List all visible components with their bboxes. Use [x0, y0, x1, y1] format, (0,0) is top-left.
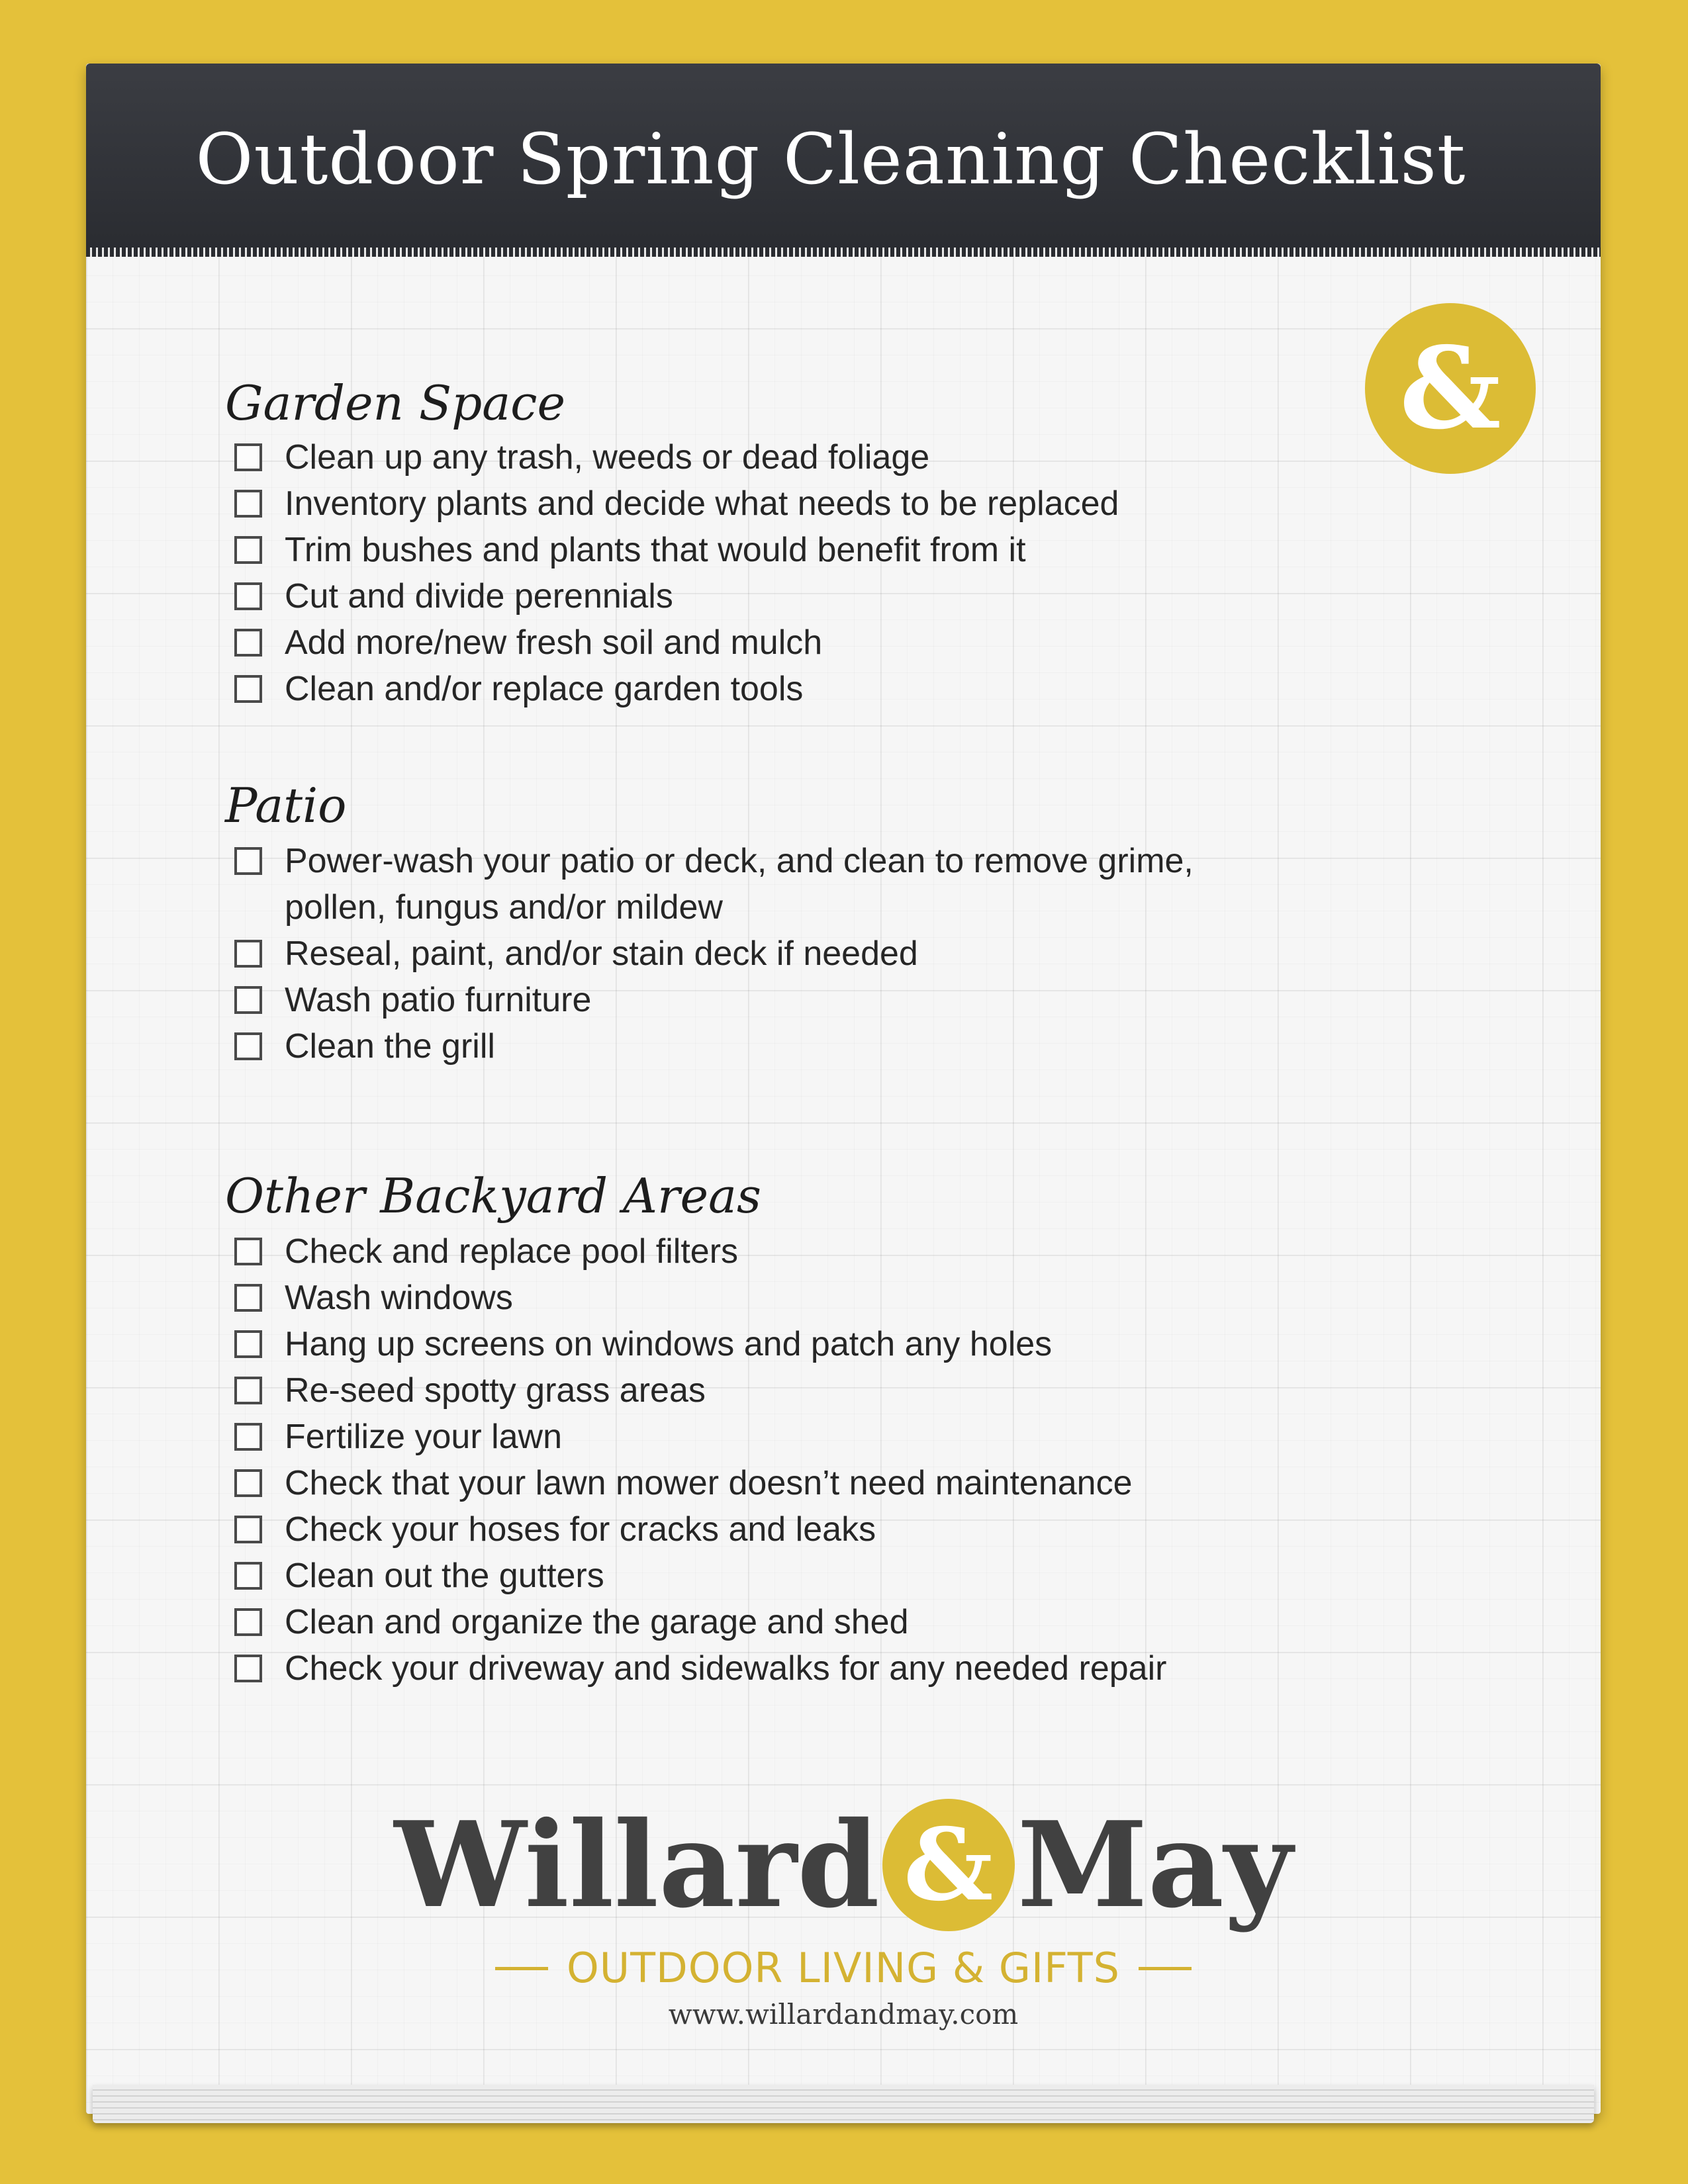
brand-name-left: Willard [394, 1796, 880, 1934]
checkbox[interactable] [234, 536, 262, 564]
checklist-item [234, 434, 929, 480]
checklist-item-label: Clean up any trash, weeds or dead foliage [285, 438, 930, 477]
checklist-item-label: Wash patio furniture [285, 981, 592, 1019]
paper-stack-edges [93, 2085, 1594, 2123]
checklist-item [234, 573, 673, 619]
checklist-item [234, 1321, 1052, 1367]
brand-tagline: OUTDOOR LIVING & GIFTS [566, 1944, 1121, 1992]
checklist-item [234, 1645, 1166, 1692]
section-heading-garden-space: Garden Space [225, 375, 566, 431]
checkbox[interactable] [234, 1284, 262, 1312]
checklist-item [234, 1506, 876, 1553]
checkbox[interactable] [234, 1516, 262, 1543]
checkbox[interactable] [234, 1655, 262, 1682]
checkbox[interactable] [234, 1423, 262, 1451]
checkbox[interactable] [234, 1330, 262, 1358]
page-title: Outdoor Spring Cleaning Checklist [195, 118, 1466, 200]
checklist-item-label: Power-wash your patio or deck, and clean to remove grime, [285, 842, 1194, 880]
brand-ampersand-icon: & [882, 1799, 1015, 1931]
checkbox[interactable] [234, 490, 262, 518]
checklist-item-label: Check that your lawn mower doesn’t need maintenance [285, 1464, 1133, 1502]
checklist-item [234, 1599, 909, 1645]
checklist-item-label: Add more/new fresh soil and mulch [285, 623, 823, 662]
checklist-item-label: Fertilize your lawn [285, 1418, 563, 1456]
checklist-item-label: Clean out the gutters [285, 1557, 604, 1595]
checkbox[interactable] [234, 1562, 262, 1590]
checklist-item [234, 977, 591, 1023]
brand-logo [86, 1796, 1601, 1934]
checklist-item [234, 1553, 604, 1599]
checklist-item [234, 1414, 562, 1460]
checklist-item [234, 1023, 495, 1069]
checkbox[interactable] [234, 1032, 262, 1060]
tagline-dash-right [1139, 1967, 1192, 1970]
checklist-item-label: Inventory plants and decide what needs to be replaced [285, 484, 1119, 523]
checkbox[interactable] [234, 847, 262, 875]
checkbox[interactable] [234, 1469, 262, 1497]
checklist-item-label-continued: pollen, fungus and/or mildew [285, 888, 723, 927]
checklist-item [234, 1275, 513, 1321]
checklist-item-label: Clean the grill [285, 1027, 495, 1066]
checklist-item [234, 1460, 1133, 1506]
section-heading-patio: Patio [225, 778, 347, 833]
checkbox[interactable] [234, 1238, 262, 1265]
checkbox[interactable] [234, 443, 262, 471]
checkbox[interactable] [234, 940, 262, 968]
checklist-item [234, 1228, 738, 1275]
checklist-item [234, 1367, 706, 1414]
checklist-item [234, 480, 1119, 527]
ampersand-badge-icon: & [1365, 303, 1536, 474]
tagline-dash-left [495, 1967, 548, 1970]
checklist-item-label: Check your driveway and sidewalks for any needed repair [285, 1649, 1167, 1688]
checklist-item [234, 527, 1026, 573]
checklist-item-label: Hang up screens on windows and patch any holes [285, 1325, 1053, 1363]
checklist-item-label: Wash windows [285, 1279, 513, 1317]
checklist-item-label: Cut and divide perennials [285, 577, 673, 615]
checkbox[interactable] [234, 675, 262, 703]
checklist-item [234, 666, 803, 712]
checkbox[interactable] [234, 629, 262, 657]
checklist-item [234, 931, 918, 977]
brand-name-right: May [1017, 1796, 1293, 1934]
checklist-item-label: Re-seed spotty grass areas [285, 1371, 706, 1410]
checklist-item [234, 619, 822, 666]
brand-tagline-row [86, 1942, 1601, 1995]
section-heading-other-backyard-areas: Other Backyard Areas [225, 1168, 761, 1224]
checkbox[interactable] [234, 582, 262, 610]
checkbox[interactable] [234, 986, 262, 1014]
checklist-item-label: Check your hoses for cracks and leaks [285, 1510, 876, 1549]
checklist-item-label: Clean and/or replace garden tools [285, 670, 804, 708]
checkbox[interactable] [234, 1608, 262, 1636]
checklist-item-label: Clean and organize the garage and shed [285, 1603, 909, 1641]
checklist-item-label: Reseal, paint, and/or stain deck if needed [285, 934, 918, 973]
checklist-item-label: Check and replace pool filters [285, 1232, 739, 1271]
checkbox[interactable] [234, 1377, 262, 1404]
checklist-item [234, 838, 1194, 884]
website-link[interactable]: www.willardandmay.com [668, 1998, 1019, 2030]
checklist-item-label: Trim bushes and plants that would benefit from it [285, 531, 1026, 569]
